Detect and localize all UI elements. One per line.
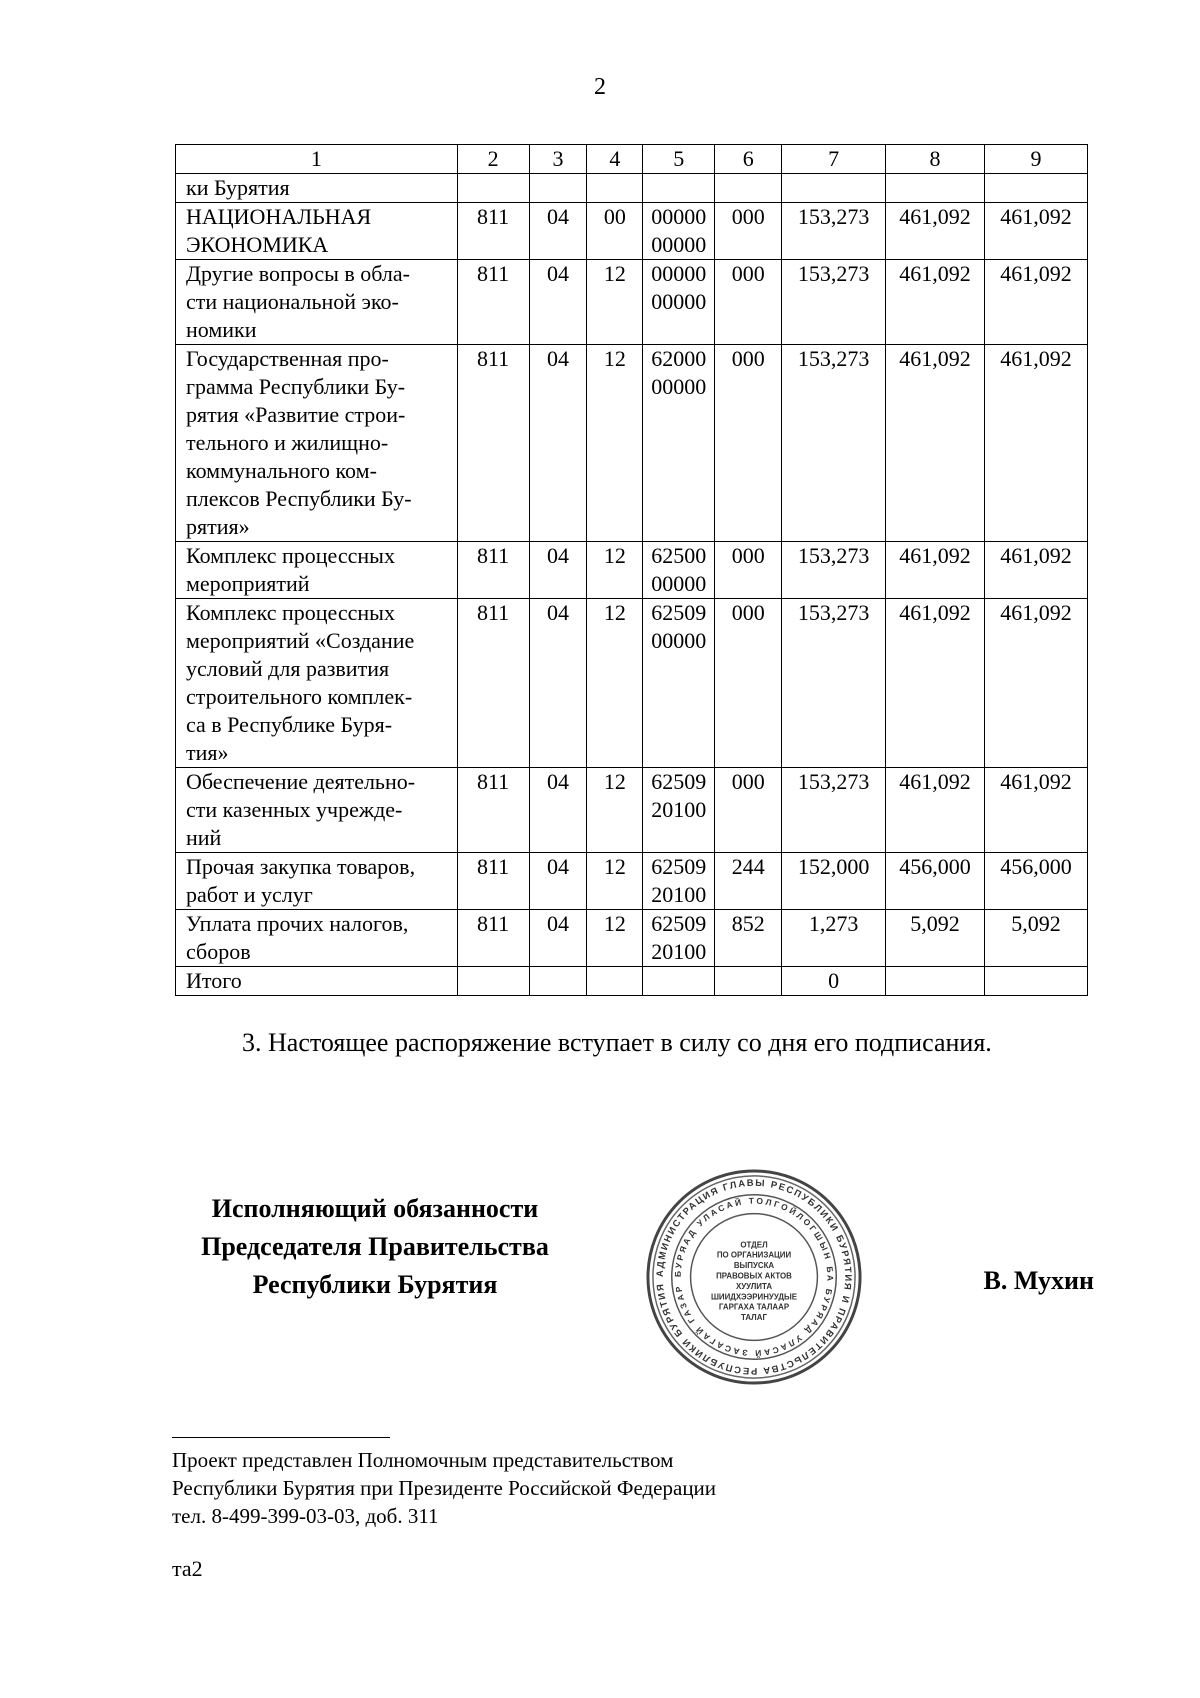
column-header: 8 [886, 145, 985, 174]
row-name-line: тельного и жилищно- [186, 430, 389, 455]
cell-c5 [643, 542, 715, 599]
seal-center-line: ШИИДХЭЭРИНУУДЫЕ [710, 1292, 798, 1302]
table-row [176, 345, 1088, 542]
cell-c6: 852 [715, 910, 782, 967]
row-name-line: Комплекс процессных [186, 600, 395, 625]
cell-c7: 153,273 [782, 599, 886, 768]
cell-c3 [529, 174, 587, 203]
signer-title [170, 1190, 580, 1304]
cell-line: 62509 [651, 854, 707, 879]
cell-c6: 000 [715, 260, 782, 345]
cell-c9: 461,092 [985, 768, 1088, 853]
cell-c4: 12 [587, 260, 643, 345]
row-name-line: мероприятий [186, 571, 310, 596]
official-seal [645, 1168, 863, 1386]
seal-outer-text: АДМИНИСТРАЦИЯ ГЛАВЫ РЕСПУБЛИКИ БУРЯТИЯ И ПРАВИТЕЛЬСТВА РЕСПУБЛИКИ БУРЯТИЯ [653, 1176, 855, 1378]
row-name-line: плексов Республики Бу- [186, 486, 412, 511]
column-header: 7 [782, 145, 886, 174]
cell-line: 20100 [651, 882, 707, 907]
cell-c9 [985, 967, 1088, 996]
cell-c8: 461,092 [886, 345, 985, 542]
cell-line: 00000 [651, 204, 707, 229]
cell-c7: 152,000 [782, 853, 886, 910]
row-name-line: Прочая закупка товаров, [186, 854, 416, 879]
cell-c3 [529, 967, 587, 996]
row-name-cell [176, 174, 458, 203]
clause-3-text: 3. Настоящее распоряжение вступает в силу со дня его подписания. [242, 1028, 992, 1057]
footnote [172, 1446, 716, 1530]
cell-c8: 461,092 [886, 542, 985, 599]
column-header: 9 [985, 145, 1088, 174]
row-name-line: са в Республике Буря- [186, 712, 393, 737]
row-name-line: Другие вопросы в обла- [186, 261, 410, 286]
cell-c9 [985, 174, 1088, 203]
cell-c2: 811 [457, 203, 529, 260]
cell-line: 00000 [651, 374, 707, 399]
column-header: 6 [715, 145, 782, 174]
cell-c5 [643, 174, 715, 203]
cell-c3: 04 [529, 910, 587, 967]
row-name-line: Обеспечение деятельно- [186, 769, 416, 794]
column-header: 3 [529, 145, 587, 174]
page-number: 2 [594, 74, 606, 100]
cell-c8: 461,092 [886, 203, 985, 260]
cell-c2 [457, 967, 529, 996]
row-name-cell [176, 910, 458, 967]
cell-line: 00000 [651, 261, 707, 286]
cell-c3: 04 [529, 345, 587, 542]
row-name-line: строительного комплек- [186, 684, 413, 709]
table-row [176, 260, 1088, 345]
cell-c2: 811 [457, 910, 529, 967]
row-name-cell [176, 542, 458, 599]
cell-c8: 461,092 [886, 260, 985, 345]
cell-c6: 000 [715, 203, 782, 260]
cell-c5 [643, 967, 715, 996]
footnote-divider [172, 1437, 390, 1438]
signer-title-line: Исполняющий обязанности [211, 1194, 539, 1223]
row-name-line: Комплекс процессных [186, 543, 395, 568]
row-name-line: НАЦИОНАЛЬНАЯ [186, 204, 372, 229]
cell-c3: 04 [529, 203, 587, 260]
table-row [176, 542, 1088, 599]
cell-c7: 1,273 [782, 910, 886, 967]
cell-line: 00000 [651, 232, 707, 257]
table-header-row [176, 145, 1088, 174]
table-row [176, 853, 1088, 910]
cell-c2 [457, 174, 529, 203]
row-name-line: ЭКОНОМИКА [186, 232, 329, 257]
cell-c3: 04 [529, 599, 587, 768]
seal-center-line: ТАЛАГ [741, 1313, 767, 1323]
cell-c3: 04 [529, 542, 587, 599]
cell-c2: 811 [457, 768, 529, 853]
cell-c9: 461,092 [985, 203, 1088, 260]
cell-c6 [715, 967, 782, 996]
row-name-line: коммунального ком- [186, 458, 377, 483]
row-name-line: тия» [186, 740, 229, 765]
cell-c8 [886, 967, 985, 996]
table-row [176, 174, 1088, 203]
column-header: 2 [457, 145, 529, 174]
footnote-line: тел. 8-499-399-03-03, доб. 311 [172, 1504, 439, 1528]
table-row [176, 599, 1088, 768]
row-name-line: мероприятий «Создание [186, 628, 415, 653]
column-header: 1 [176, 145, 458, 174]
cell-line: 62509 [651, 600, 707, 625]
cell-c7: 153,273 [782, 203, 886, 260]
cell-c4: 00 [587, 203, 643, 260]
cell-c2: 811 [457, 853, 529, 910]
cell-c3: 04 [529, 853, 587, 910]
row-name-line: ний [186, 825, 222, 850]
cell-c6: 000 [715, 345, 782, 542]
row-name-line: условий для развития [186, 656, 390, 681]
cell-c4 [587, 967, 643, 996]
cell-c5 [643, 203, 715, 260]
cell-line: 20100 [651, 797, 707, 822]
signer-title-line: Республики Бурятия [252, 1270, 498, 1299]
row-name-cell [176, 260, 458, 345]
row-name-cell [176, 768, 458, 853]
cell-c9: 461,092 [985, 599, 1088, 768]
cell-c9: 456,000 [985, 853, 1088, 910]
row-name-line: рятия» [186, 514, 250, 539]
cell-c7: 153,273 [782, 260, 886, 345]
cell-line: 00000 [651, 289, 707, 314]
cell-c3: 04 [529, 260, 587, 345]
row-name-line: Уплата прочих налогов, [186, 911, 409, 936]
cell-c7: 153,273 [782, 345, 886, 542]
seal-center-line: ХУУЛИТА [735, 1281, 773, 1291]
cell-line: 00000 [651, 571, 707, 596]
signer-title-line: Председателя Правительства [201, 1232, 549, 1261]
cell-c4: 12 [587, 542, 643, 599]
cell-c8: 461,092 [886, 599, 985, 768]
cell-c5 [643, 345, 715, 542]
footnote-line: Республики Бурятия при Президенте Российской Федерации [172, 1476, 717, 1500]
seal-center-line: ОТДЕЛ [740, 1240, 768, 1250]
row-name-cell [176, 203, 458, 260]
row-name-cell [176, 345, 458, 542]
cell-c8 [886, 174, 985, 203]
cell-c8: 461,092 [886, 768, 985, 853]
row-name-cell [176, 599, 458, 768]
document-code: та2 [172, 1556, 203, 1581]
cell-c5 [643, 853, 715, 910]
table-row [176, 967, 1088, 996]
cell-line: 00000 [651, 628, 707, 653]
seal-center-line: ПРАВОВЫХ АКТОВ [716, 1271, 792, 1281]
budget-table [175, 144, 1088, 996]
cell-c3: 04 [529, 768, 587, 853]
cell-line: 62509 [651, 769, 707, 794]
cell-line: 62500 [651, 543, 707, 568]
table-row [176, 910, 1088, 967]
cell-c4: 12 [587, 345, 643, 542]
cell-c6: 000 [715, 542, 782, 599]
cell-c5 [643, 768, 715, 853]
row-name-line: Итого [186, 968, 242, 993]
row-name-cell [176, 967, 458, 996]
cell-c6: 000 [715, 599, 782, 768]
row-name-line: ки Бурятия [186, 175, 290, 200]
cell-c9: 461,092 [985, 345, 1088, 542]
seal-inner-text: БУРЯАД УЛАСАЙ ТОЛГОЙЛОГШЫН БА БУРЯАД УЛАСАЙ ЗАСАГАЙ ГАЗАР [672, 1195, 836, 1359]
seal-center-line: ГАРГАХА ТАЛААР [718, 1302, 790, 1312]
row-name-line: сборов [186, 939, 251, 964]
cell-c7: 153,273 [782, 542, 886, 599]
cell-c2: 811 [457, 542, 529, 599]
cell-c2: 811 [457, 599, 529, 768]
row-name-line: грамма Республики Бу- [186, 374, 406, 399]
row-name-cell [176, 853, 458, 910]
row-name-line: сти казенных учрежде- [186, 797, 403, 822]
cell-c5 [643, 599, 715, 768]
cell-c6 [715, 174, 782, 203]
cell-c8: 456,000 [886, 853, 985, 910]
cell-c4: 12 [587, 768, 643, 853]
cell-c6: 000 [715, 768, 782, 853]
cell-c4: 12 [587, 599, 643, 768]
cell-c2: 811 [457, 260, 529, 345]
row-name-line: рятия «Развитие строи- [186, 402, 406, 427]
row-name-line: номики [186, 317, 257, 342]
cell-c7: 153,273 [782, 768, 886, 853]
cell-c4 [587, 174, 643, 203]
row-name-line: сти национальной эко- [186, 289, 399, 314]
cell-c7 [782, 174, 886, 203]
cell-c9: 5,092 [985, 910, 1088, 967]
cell-c9: 461,092 [985, 260, 1088, 345]
cell-c4: 12 [587, 853, 643, 910]
table-row [176, 768, 1088, 853]
seal-center-line: ПО ОРГАНИЗАЦИИ [716, 1250, 792, 1260]
row-name-line: Государственная про- [186, 346, 389, 371]
cell-line: 20100 [651, 939, 707, 964]
cell-line: 62509 [651, 911, 707, 936]
cell-c9: 461,092 [985, 542, 1088, 599]
cell-c5 [643, 260, 715, 345]
row-name-line: работ и услуг [186, 882, 313, 907]
cell-c7: 0 [782, 967, 886, 996]
footnote-line: Проект представлен Полномочным представительством [172, 1448, 674, 1472]
cell-c6: 244 [715, 853, 782, 910]
cell-c5 [643, 910, 715, 967]
signer-name: В. Мухин [983, 1266, 1094, 1295]
column-header: 4 [587, 145, 643, 174]
cell-c8: 5,092 [886, 910, 985, 967]
column-header: 5 [643, 145, 715, 174]
table-row [176, 203, 1088, 260]
cell-c2: 811 [457, 345, 529, 542]
seal-center-line: ВЫПУСКА [733, 1261, 775, 1271]
cell-c4: 12 [587, 910, 643, 967]
cell-line: 62000 [651, 346, 707, 371]
